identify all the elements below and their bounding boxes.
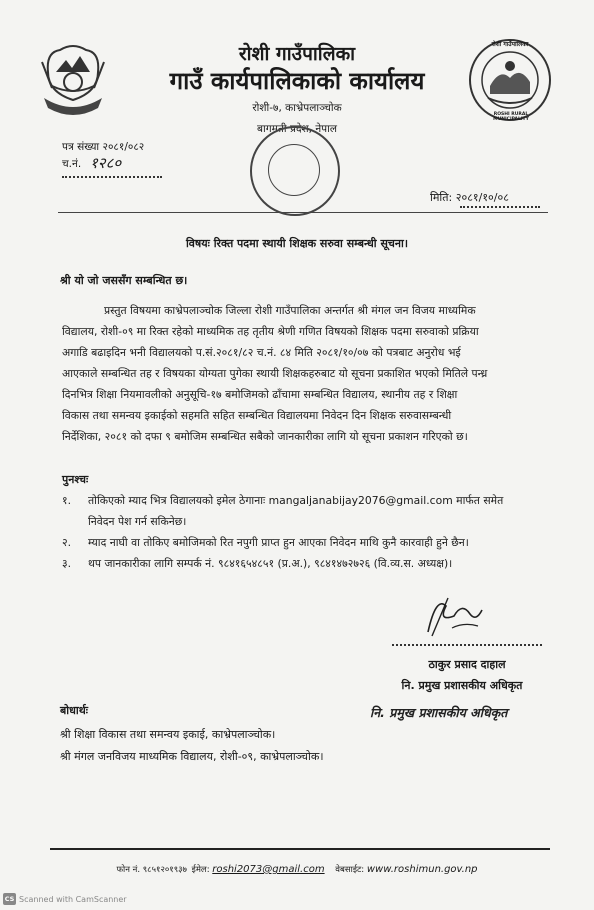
- body-line: विद्यालय, रोशी-०९ मा रिक्त रहेको माध्यमिक तह तृतीय श्रेणी गणित विषयको शिक्षक पदमा सरुवाको प्रक्रिया: [62, 325, 479, 339]
- list-item: श्री मंगल जनविजय माध्यमिक विद्यालय, रोशी-०९, काभ्रेपलाञ्चोक।: [60, 750, 324, 763]
- header-divider: [58, 212, 548, 213]
- list-item: [62, 532, 552, 553]
- address-line-1: रोशी-७, काभ्रेपलाञ्चोक: [252, 102, 342, 114]
- camscanner-watermark: [3, 893, 127, 905]
- body-line: दिनभित्र शिक्षा नियमावलीको अनुसूचि-१७ बमोजिमको ढाँचामा सम्बन्धित विद्यालय, स्थानीय तह र शिक्षा: [62, 388, 458, 402]
- item-text-continued: निवेदन पेश गर्न सकिनेछ।: [88, 515, 187, 529]
- footer-website-label: वेबसाईट:: [335, 865, 365, 875]
- body-line: प्रस्तुत विषयमा काभ्रेपलाञ्चोक जिल्ला रोशी गाउँपालिका अन्तर्गत श्री मंगल जन विजय माध्यमिक: [104, 304, 476, 317]
- footer-email-link[interactable]: roshi2073@gmail.com: [212, 864, 325, 875]
- item-number: २.: [62, 536, 72, 550]
- footer-contact: [0, 864, 594, 875]
- signature-dotted-line: [392, 644, 542, 646]
- chalani-dotted-line: [62, 176, 162, 178]
- handwritten-signature: [418, 592, 490, 640]
- body-line: अगाडि बढाइदिन भनी विद्यालयको प.सं.२०८१/८२ च.नं. ८४ मिति २०८१/१०/०७ को पत्रबाट अनुरोध भई: [62, 346, 461, 360]
- bodharth-list: [60, 724, 324, 768]
- body-line: विकास तथा समन्वय इकाईको सहमति सहित सम्बन्धित विद्यालयमा निवेदन दिन शिक्षक सरुवासम्बन्धी: [62, 409, 452, 423]
- bodharth-title: बोधार्थः: [60, 704, 88, 717]
- date-dotted-line: [460, 206, 540, 208]
- footer-website-link[interactable]: www.roshimun.gov.np: [366, 864, 478, 875]
- footer-email-label: ईमेल:: [191, 865, 210, 875]
- chalani-number: १२८०: [90, 154, 122, 172]
- punashcha-list: [62, 490, 552, 574]
- right-logo-text: ROSHI RURAL MUNICIPALITY: [493, 112, 529, 122]
- punashcha-title: पुनश्चः: [62, 473, 89, 486]
- letter-date: मिति: २०८१/१०/०८: [430, 191, 509, 204]
- item-number: १.: [62, 494, 72, 507]
- camscanner-badge-icon: CS: [4, 895, 15, 903]
- item-text: म्याद नाघी वा तोकिए बमोजिमको रित नपुगी प्राप्त हुन आएका निवेदन माथि कुनै कारवाही हुने छैन।: [88, 536, 469, 550]
- camscanner-text: Scanned with CamScanner: [19, 894, 127, 904]
- signatory-post: नि. प्रमुख प्रशासकीय अधिकृत: [401, 679, 523, 692]
- body-line: आएकाले सम्बन्धित तह र विषयका योग्यता पुगेका स्थायी शिक्षकहरुबाट यो सूचना प्रकाशित भएको मितिले पन्ध्र: [62, 367, 488, 381]
- list-item: [62, 490, 552, 511]
- letter-subject: विषयः रिक्त पदमा स्थायी शिक्षक सरुवा सम्बन्धी सूचना।: [185, 237, 409, 250]
- office-name: गाउँ कार्यपालिकाको कार्यालय: [169, 67, 425, 95]
- chalani-label: च.नं.: [62, 158, 82, 170]
- signatory-name: ठाकुर प्रसाद दाहाल: [428, 658, 506, 671]
- addressee: श्री यो जो जससँग सम्बन्धित छ।: [60, 274, 188, 287]
- patra-sankhya: पत्र संख्या २०८१/०८२: [62, 141, 145, 153]
- item-text: तोकिएको म्याद भित्र विद्यालयको इमेल ठेगानाः mangaljanabijay2076@gmail.com मार्फत समेत: [88, 494, 504, 507]
- item-number: ३.: [62, 557, 72, 571]
- footer-divider: [50, 848, 550, 850]
- right-logo-text-np: रोशी गाउँपालिका: [491, 41, 529, 48]
- item-text: थप जानकारीका लागि सम्पर्क नं. ९८४१६५४८५१ (प्र.अ.), ९८४१४७२७२६ (वि.व्य.स. अध्यक्ष)।: [88, 557, 453, 571]
- roshi-municipality-logo: [468, 38, 552, 122]
- list-item: [62, 553, 552, 574]
- body-line: निर्देशिका, २०८१ को दफा ९ बमोजिम सम्बन्धित सबैको जानकारीका लागि यो सूचना प्रकाशन गरिएको छ।: [62, 430, 468, 444]
- address-line-2: बागमती प्रदेश, नेपाल: [257, 123, 337, 135]
- list-item: श्री शिक्षा विकास तथा समन्वय इकाई, काभ्रेपलाञ्चोक।: [60, 728, 276, 741]
- office-seal-inner-ring: [268, 144, 320, 196]
- municipality-name: रोशी गाउँपालिका: [238, 43, 356, 65]
- letter-body: [62, 300, 552, 447]
- post-stamp: नि. प्रमुख प्रशासकीय अधिकृत: [370, 705, 508, 720]
- footer-phone: फोन नं. ९८५१२०१९३७: [116, 865, 187, 875]
